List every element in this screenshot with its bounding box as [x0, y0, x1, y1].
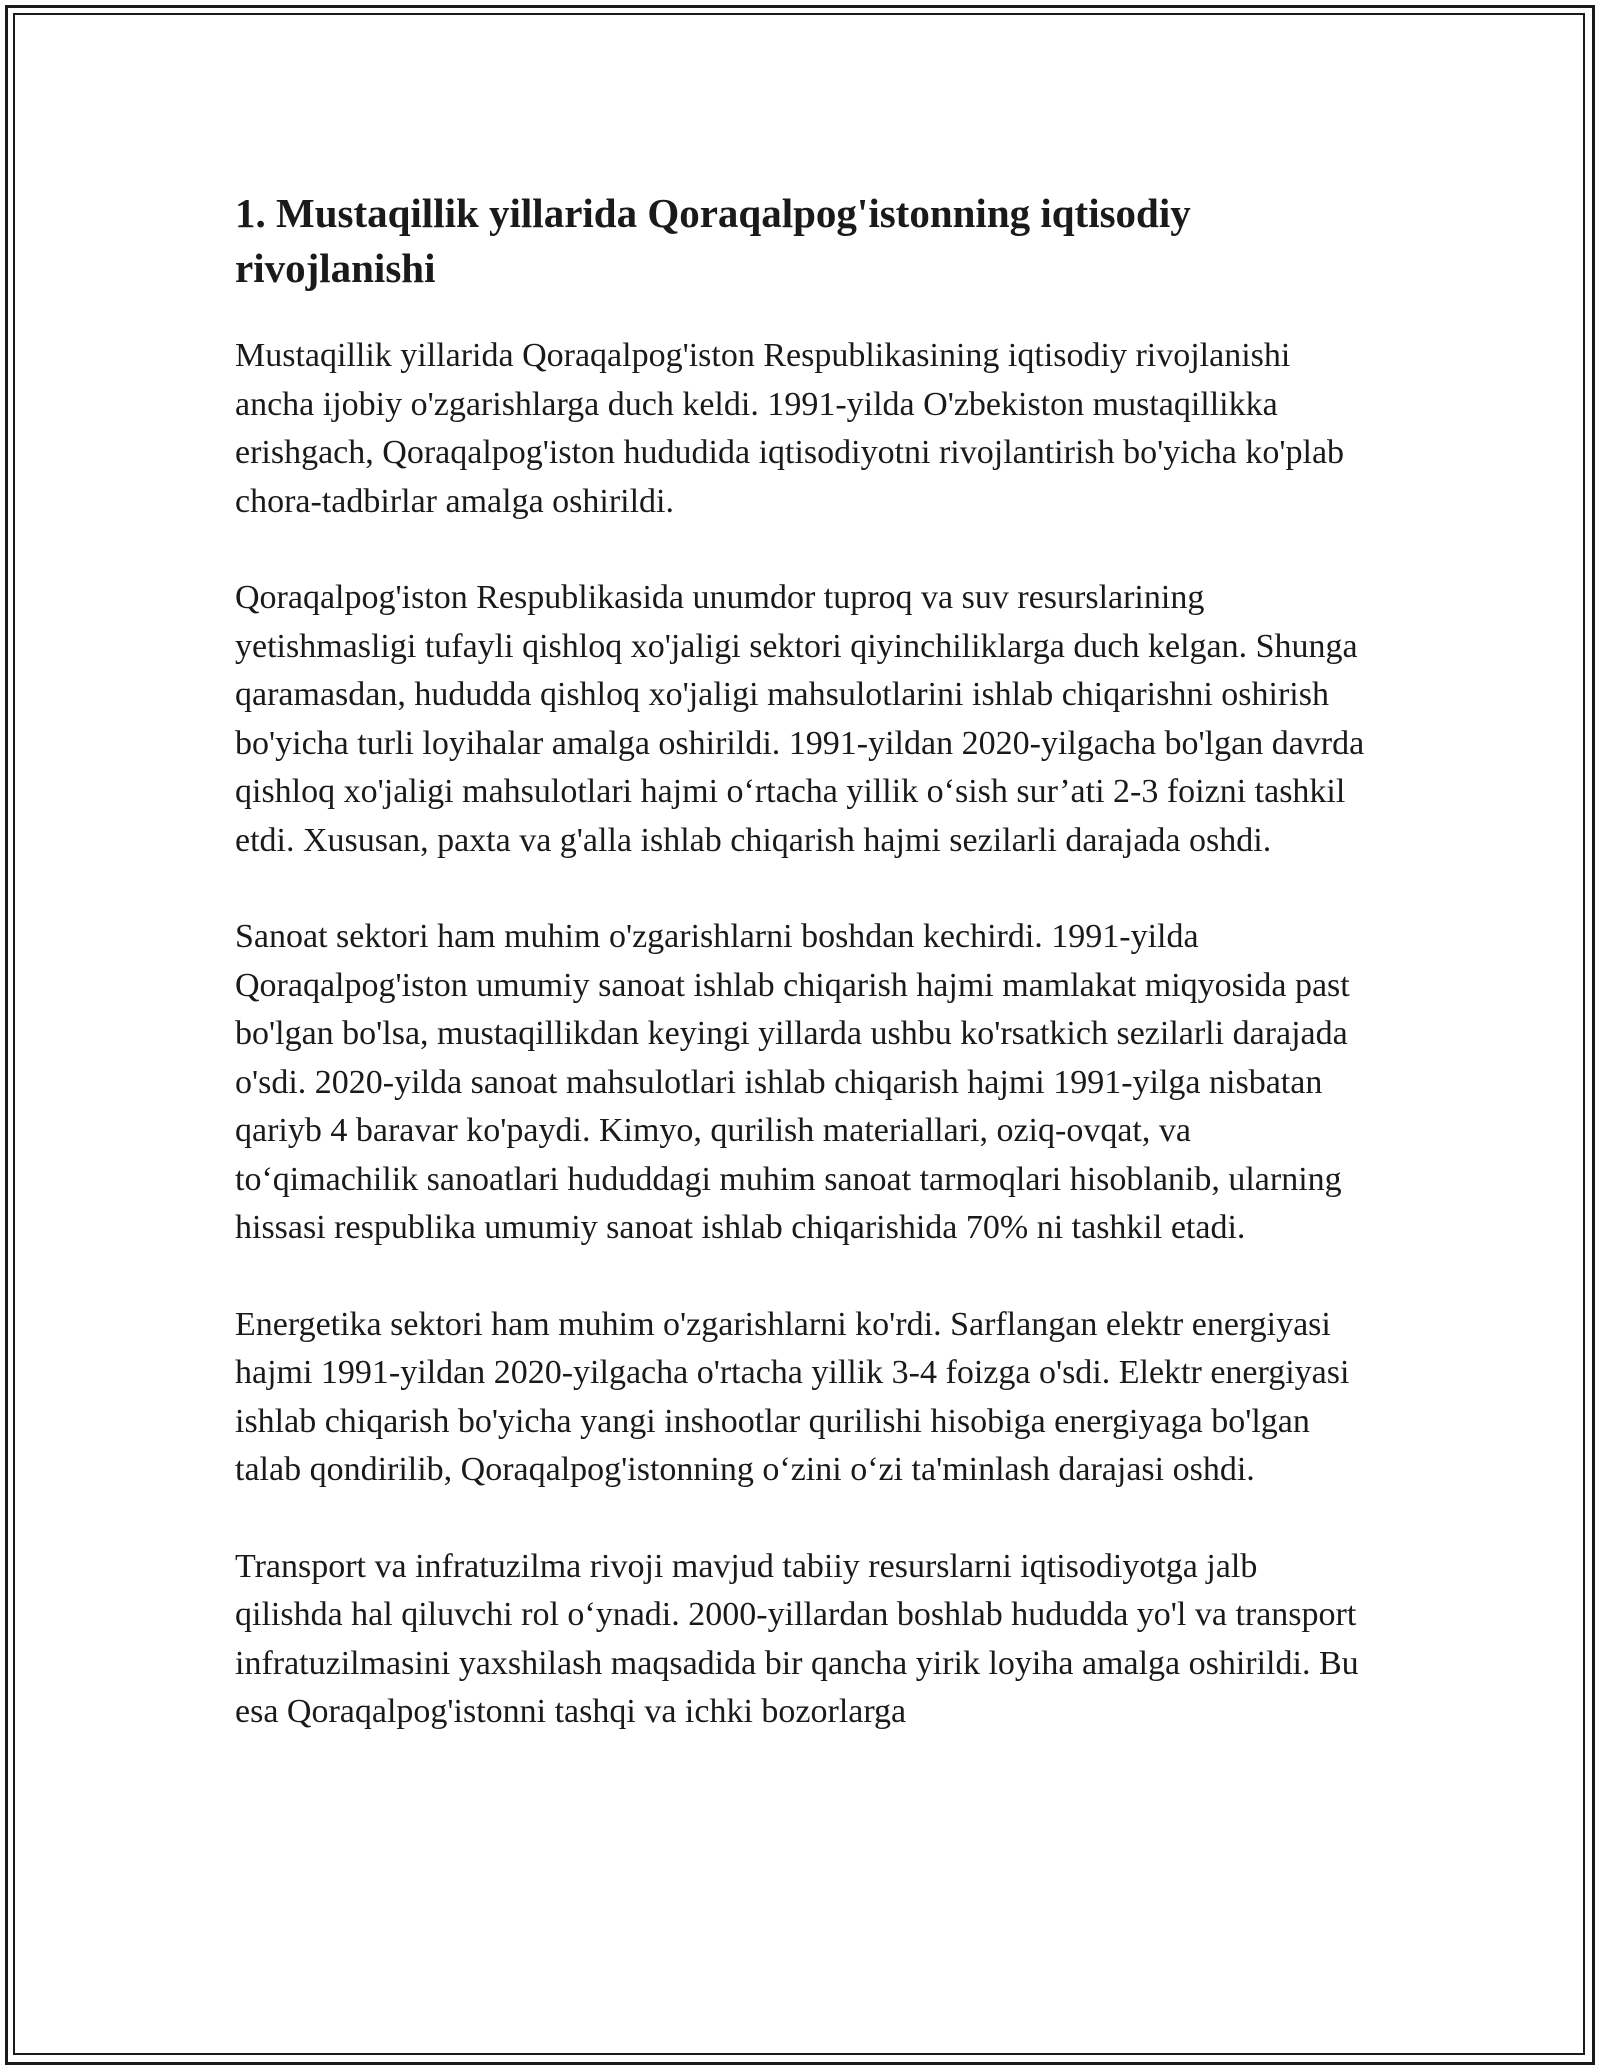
- document-body: [235, 186, 1365, 1785]
- paragraph-5: Transport va infratuzilma rivoji mavjud tabiiy resurslarni iqtisodiyotga jalb qilishda hal qiluvchi rol o‘ynadi. 2000-yillardan boshlab hududda yo'l va transport infratuzilmasini yaxshilash maqsadida bir qancha yirik loyiha amalga oshirildi. Bu esa Qoraqalpog'istonni tashqi va ichki bozorlarga: [235, 1547, 1359, 1730]
- paragraph-4: Energetika sektori ham muhim o'zgarishlarni ko'rdi. Sarflangan elektr energiyasi hajmi 1991-yildan 2020-yilgacha o'rtacha yillik 3-4 foizga o'sdi. Elektr energiyasi ishlab chiqarish bo'yicha yangi inshootlar qurilishi hisobiga energiyaga bo'lgan talab qondirilib, Qoraqalpog'istonning o‘zini o‘zi ta'minlash darajasi oshdi.: [235, 1305, 1350, 1488]
- document-title: 1. Mustaqillik yillarida Qoraqalpog'istonning iqtisodiy rivojlanishi: [235, 190, 1191, 291]
- paragraph-1: Mustaqillik yillarida Qoraqalpog'iston Respublikasining iqtisodiy rivojlanishi ancha ijobiy o'zgarishlarga duch keldi. 1991-yilda O'zbekiston mustaqillikka erishgach, Qoraqalpog'iston hududida iqtisodiyotni rivojlantirish bo'yicha ko'plab chora-tadbirlar amalga oshirildi.: [235, 337, 1345, 520]
- paragraph-2: Qoraqalpog'iston Respublikasida unumdor tuproq va suv resurslarining yetishmasligi tufayli qishloq xo'jaligi sektori qiyinchiliklarga duch kelgan. Shunga qaramasdan, hududda qishloq xo'jaligi mahsulotlarini ishlab chiqarishni oshirish bo'yicha turli loyihalar amalga oshirildi. 1991-yildan 2020-yilgacha bo'lgan davrda qishloq xo'jaligi mahsulotlari hajmi o‘rtacha yillik o‘sish sur’ati 2-3 foizni tashkil etdi. Xususan, paxta va g'alla ishlab chiqarish hajmi sezilarli darajada oshdi.: [235, 579, 1365, 859]
- paragraph-3: Sanoat sektori ham muhim o'zgarishlarni boshdan kechirdi. 1991-yilda Qoraqalpog'iston umumiy sanoat ishlab chiqarish hajmi mamlakat miqyosida past bo'lgan bo'lsa, mustaqillikdan keyingi yillarda ushbu ko'rsatkich sezilarli darajada o'sdi. 2020-yilda sanoat mahsulotlari ishlab chiqarish hajmi 1991-yilga nisbatan qariyb 4 baravar ko'paydi. Kimyo, qurilish materiallari, oziq-ovqat, va to‘qimachilik sanoatlari hududdagi muhim sanoat tarmoqlari hisoblanib, ularning hissasi respublika umumiy sanoat ishlab chiqarishida 70% ni tashkil etadi.: [235, 918, 1350, 1246]
